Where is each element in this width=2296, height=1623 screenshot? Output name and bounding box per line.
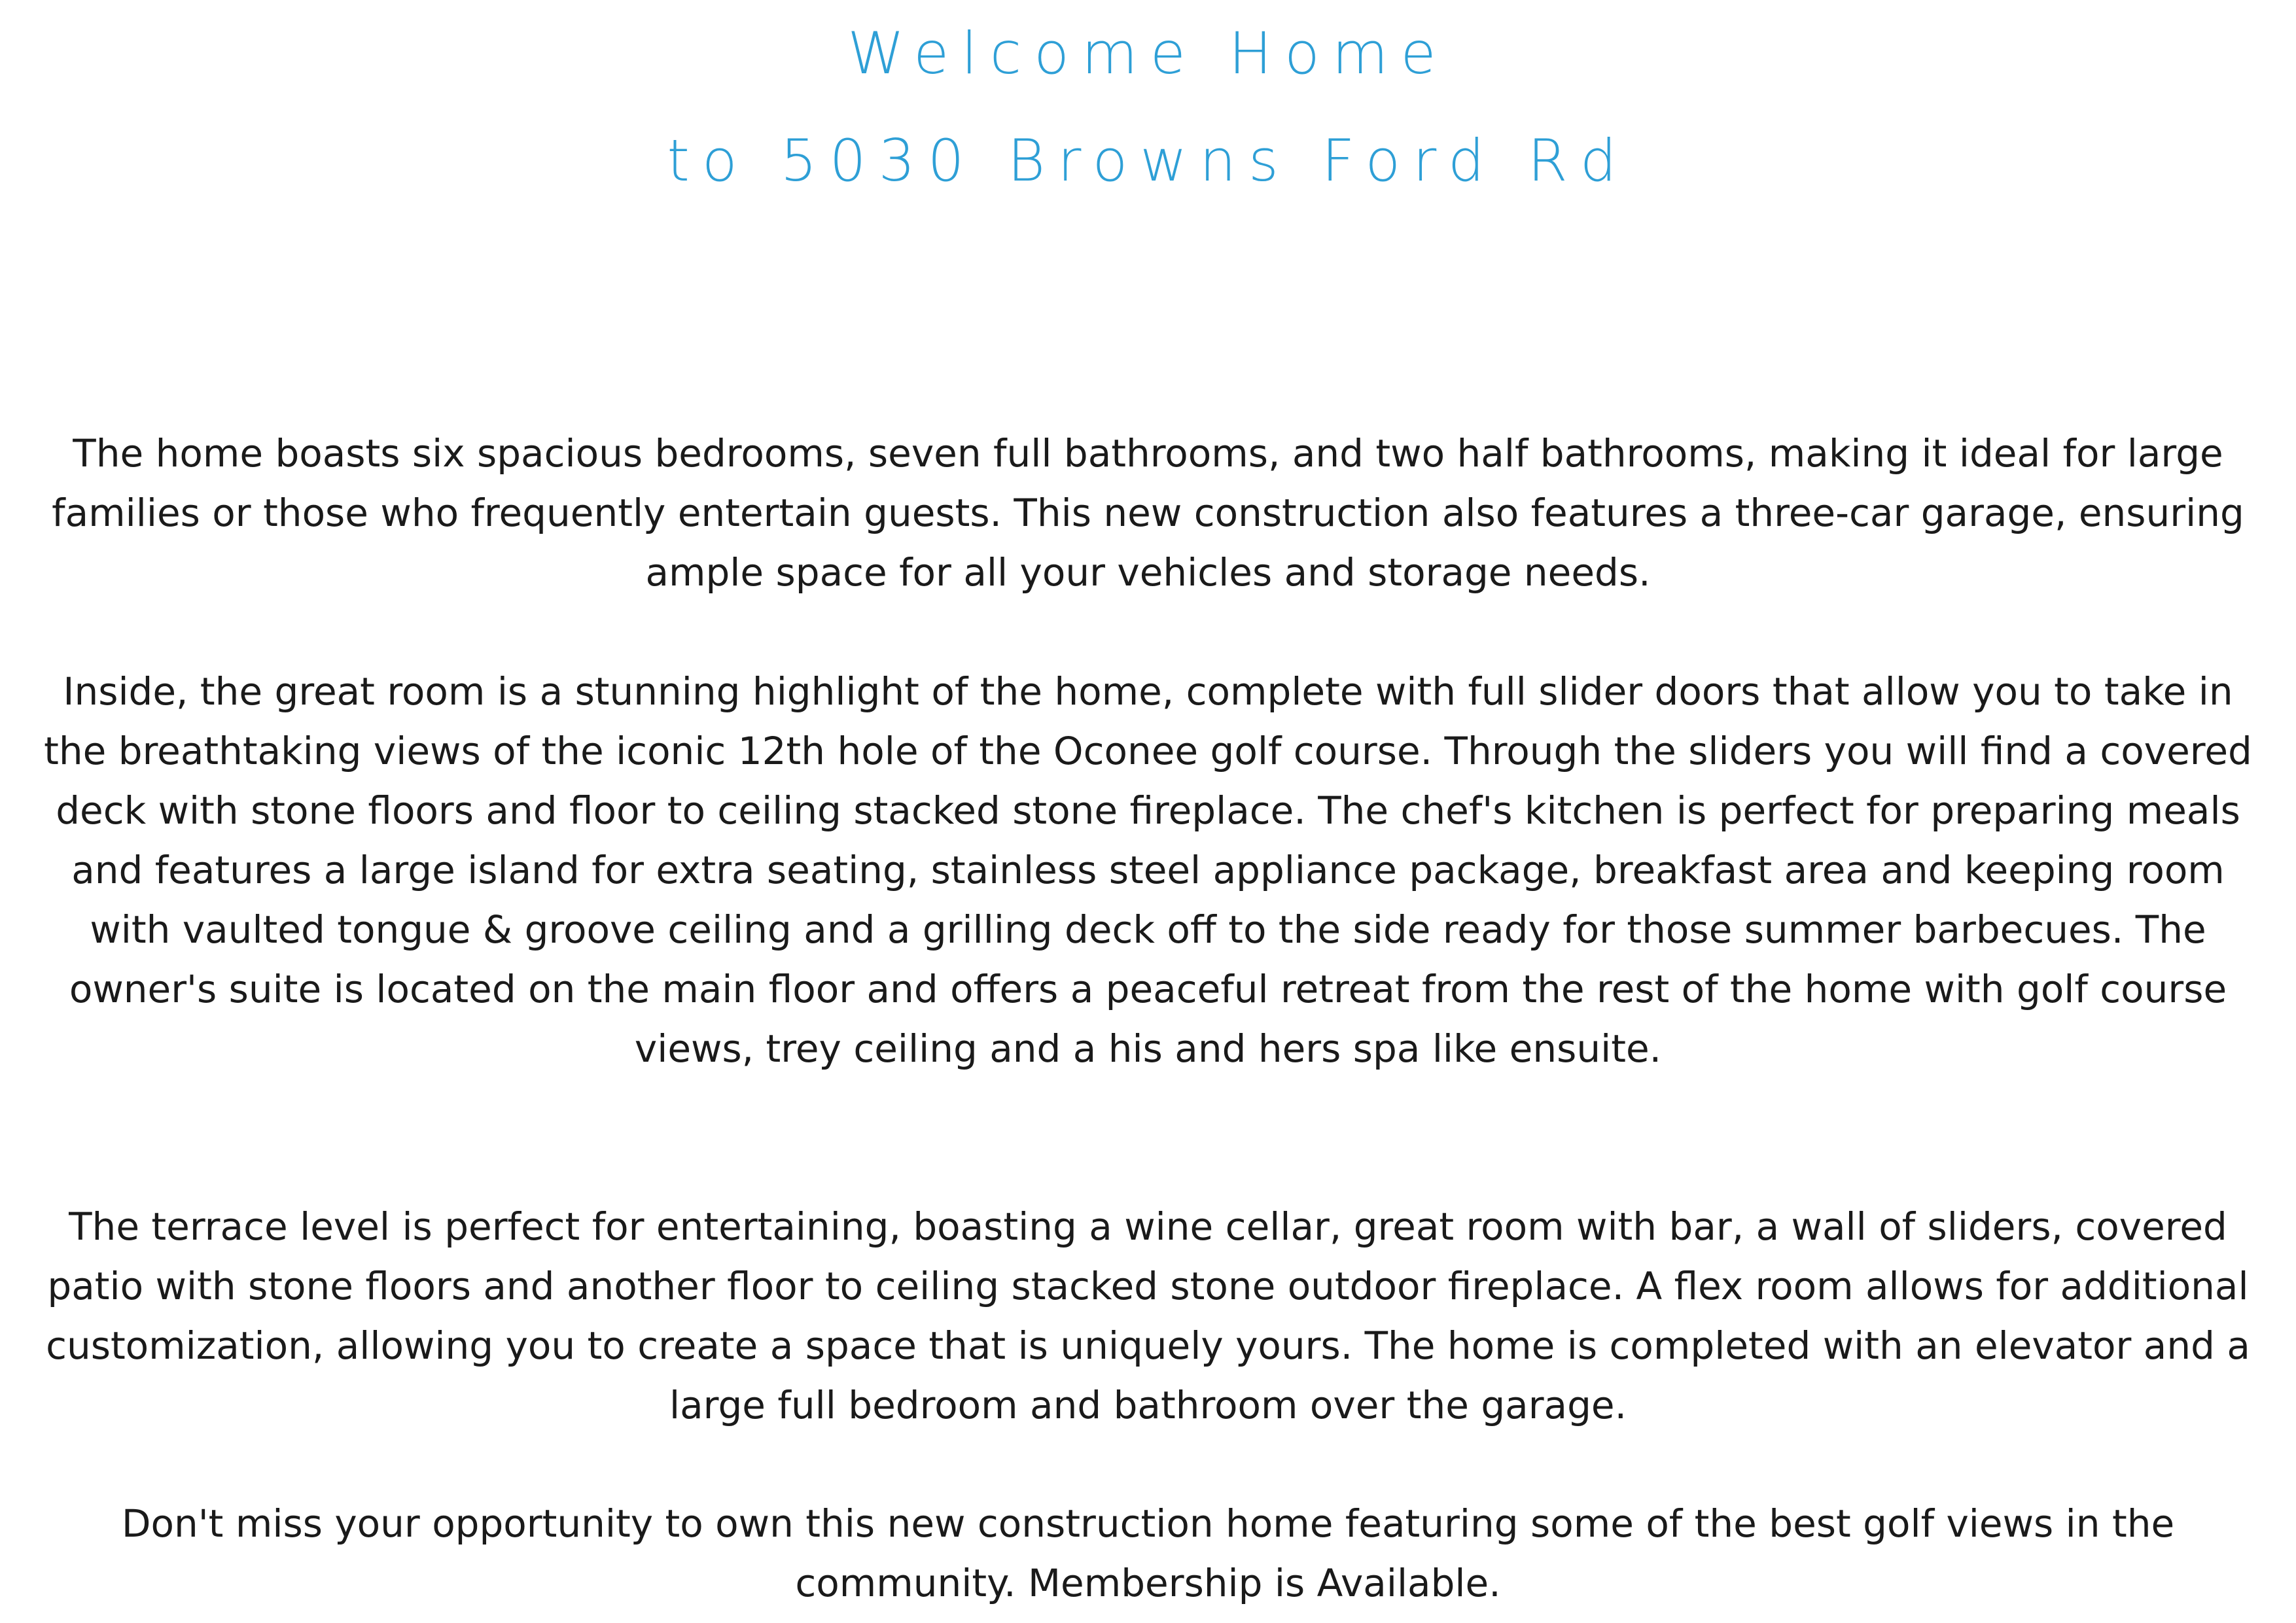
paragraph-terrace-level: The terrace level is perfect for entertaining, boasting a wine cellar, great room with bar, a wall of sliders, covered patio with stone floors and another floor to ceiling stacked stone outdoor fireplace. A flex room allows for additional customization, allowing you to create a space that is uniquely yours. The home is completed with an elevator and a large full bedroom and bathroom over the garage.	[46, 1204, 2250, 1427]
page-title-line-2: to 5030 Browns Ford Rd	[667, 127, 1629, 194]
page-title-line-1: Welcome Home	[847, 20, 1449, 87]
paragraph-closing: Don't miss your opportunity to own this new construction home featuring some of the best golf views in the community. Membership is Available.	[121, 1501, 2175, 1605]
paragraph-great-room: Inside, the great room is a stunning highlight of the home, complete with full slider doors that allow you to take in the breathtaking views of the iconic 12th hole of the Oconee golf course. Through the sliders you will find a covered deck with stone floors and floor to ceiling stacked stone fireplace. The chef's kitchen is perfect for preparing meals and features a large island for extra seating, stainless steel appliance package, breakfast area and keeping room with vaulted tongue & groove ceiling and a grilling deck off to the side ready for those summer barbecues. The owner's suite is located on the main floor and offers a peaceful retreat from the rest of the home with golf course views, trey ceiling and a his and hers spa like ensuite.	[44, 669, 2252, 1071]
paragraph-bedrooms: The home boasts six spacious bedrooms, seven full bathrooms, and two half bathrooms, making it ideal for large families or those who frequently entertain guests. This new construction also features a three-car garage, ensuring ample space for all your vehicles and storage needs.	[52, 431, 2244, 595]
